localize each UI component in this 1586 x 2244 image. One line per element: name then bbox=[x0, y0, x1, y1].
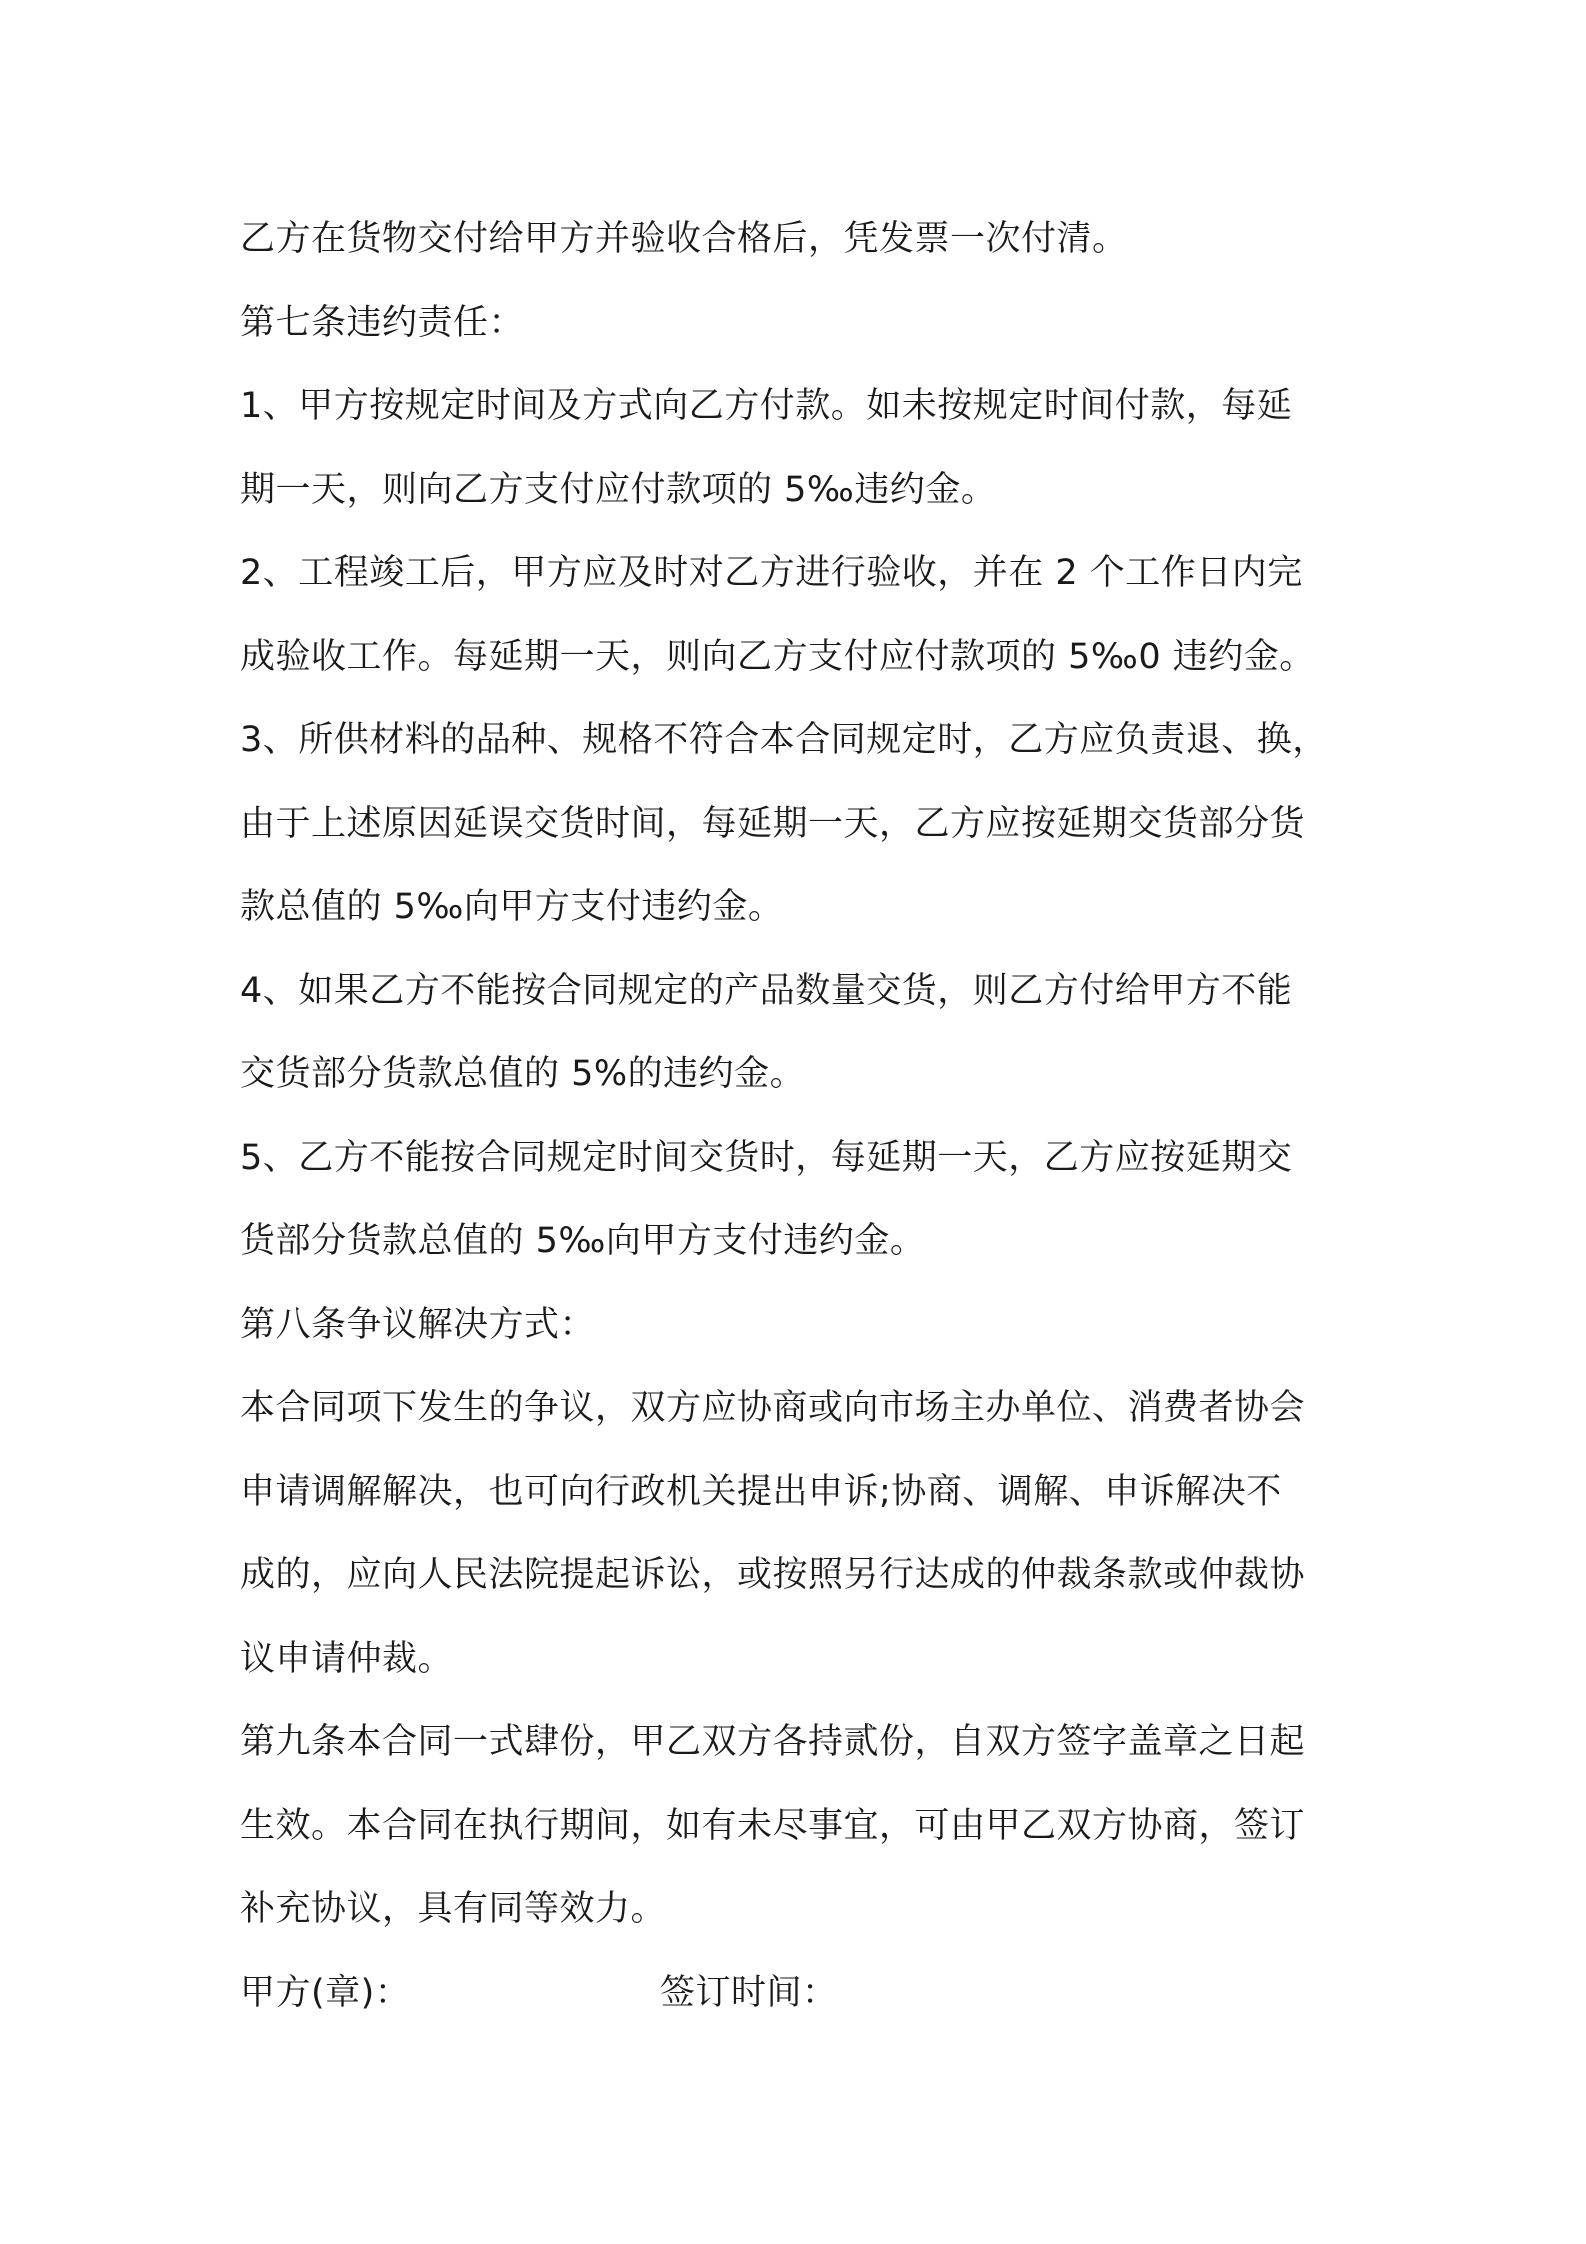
text-line: 期一天，则向乙方支付应付款项的 5‰违约金。 bbox=[240, 469, 997, 510]
text-line: 成验收工作。每延期一天，则向乙方支付应付款项的 5‰0 违约金。 bbox=[240, 636, 1315, 677]
text-line: 本合同项下发生的争议，双方应协商或向市场主办单位、消费者协会 bbox=[240, 1388, 1306, 1428]
article-7-heading: 第七条违约责任： bbox=[240, 302, 525, 343]
text-line: 由于上述原因延误交货时间，每延期一天，乙方应按延期交货部分货 bbox=[240, 803, 1306, 844]
text-line: 5、乙方不能按合同规定时间交货时，每延期一天，乙方应按延期交 bbox=[240, 1137, 1293, 1178]
document-body bbox=[240, 198, 1360, 2035]
party-a-seal-label: 甲方(章)： bbox=[240, 1972, 411, 2013]
text-line: 1、甲方按规定时间及方式向乙方付款。如未按规定时间付款，每延 bbox=[240, 386, 1293, 426]
text-line: 补充协议，具有同等效力。 bbox=[240, 1889, 667, 1929]
text-line: 第九条本合同一式肆份，甲乙双方各持贰份，自双方签字盖章之日起 bbox=[240, 1722, 1306, 1762]
text-line: 2、工程竣工后，甲方应及时对乙方进行验收，并在 2 个工作日内完 bbox=[240, 553, 1303, 593]
sign-time-label: 签订时间： bbox=[660, 1972, 838, 2013]
text-line: 生效。本合同在执行期间，如有未尽事宜，可由甲乙双方协商，签订 bbox=[240, 1805, 1306, 1846]
article-8-heading: 第八条争议解决方式： bbox=[240, 1304, 596, 1345]
text-line: 款总值的 5‰向甲方支付违约金。 bbox=[240, 887, 784, 927]
text-line: 成的，应向人民法院提起诉讼，或按照另行达成的仲裁条款或仲裁协 bbox=[240, 1555, 1306, 1595]
text-line: 3、所供材料的品种、规格不符合本合同规定时，乙方应负责退、换， bbox=[240, 720, 1328, 760]
text-line: 议申请仲裁。 bbox=[240, 1638, 454, 1679]
text-line: 乙方在货物交付给甲方并验收合格后，凭发票一次付清。 bbox=[240, 219, 1128, 259]
text-line: 申请调解解决，也可向行政机关提出申诉;协商、调解、申诉解决不 bbox=[240, 1471, 1282, 1512]
text-line: 4、如果乙方不能按合同规定的产品数量交货，则乙方付给甲方不能 bbox=[240, 970, 1293, 1011]
text-line: 货部分货款总值的 5‰向甲方支付违约金。 bbox=[240, 1221, 926, 1261]
signature-row bbox=[240, 1952, 1360, 2036]
text-line: 交货部分货款总值的 5%的违约金。 bbox=[240, 1054, 806, 1094]
